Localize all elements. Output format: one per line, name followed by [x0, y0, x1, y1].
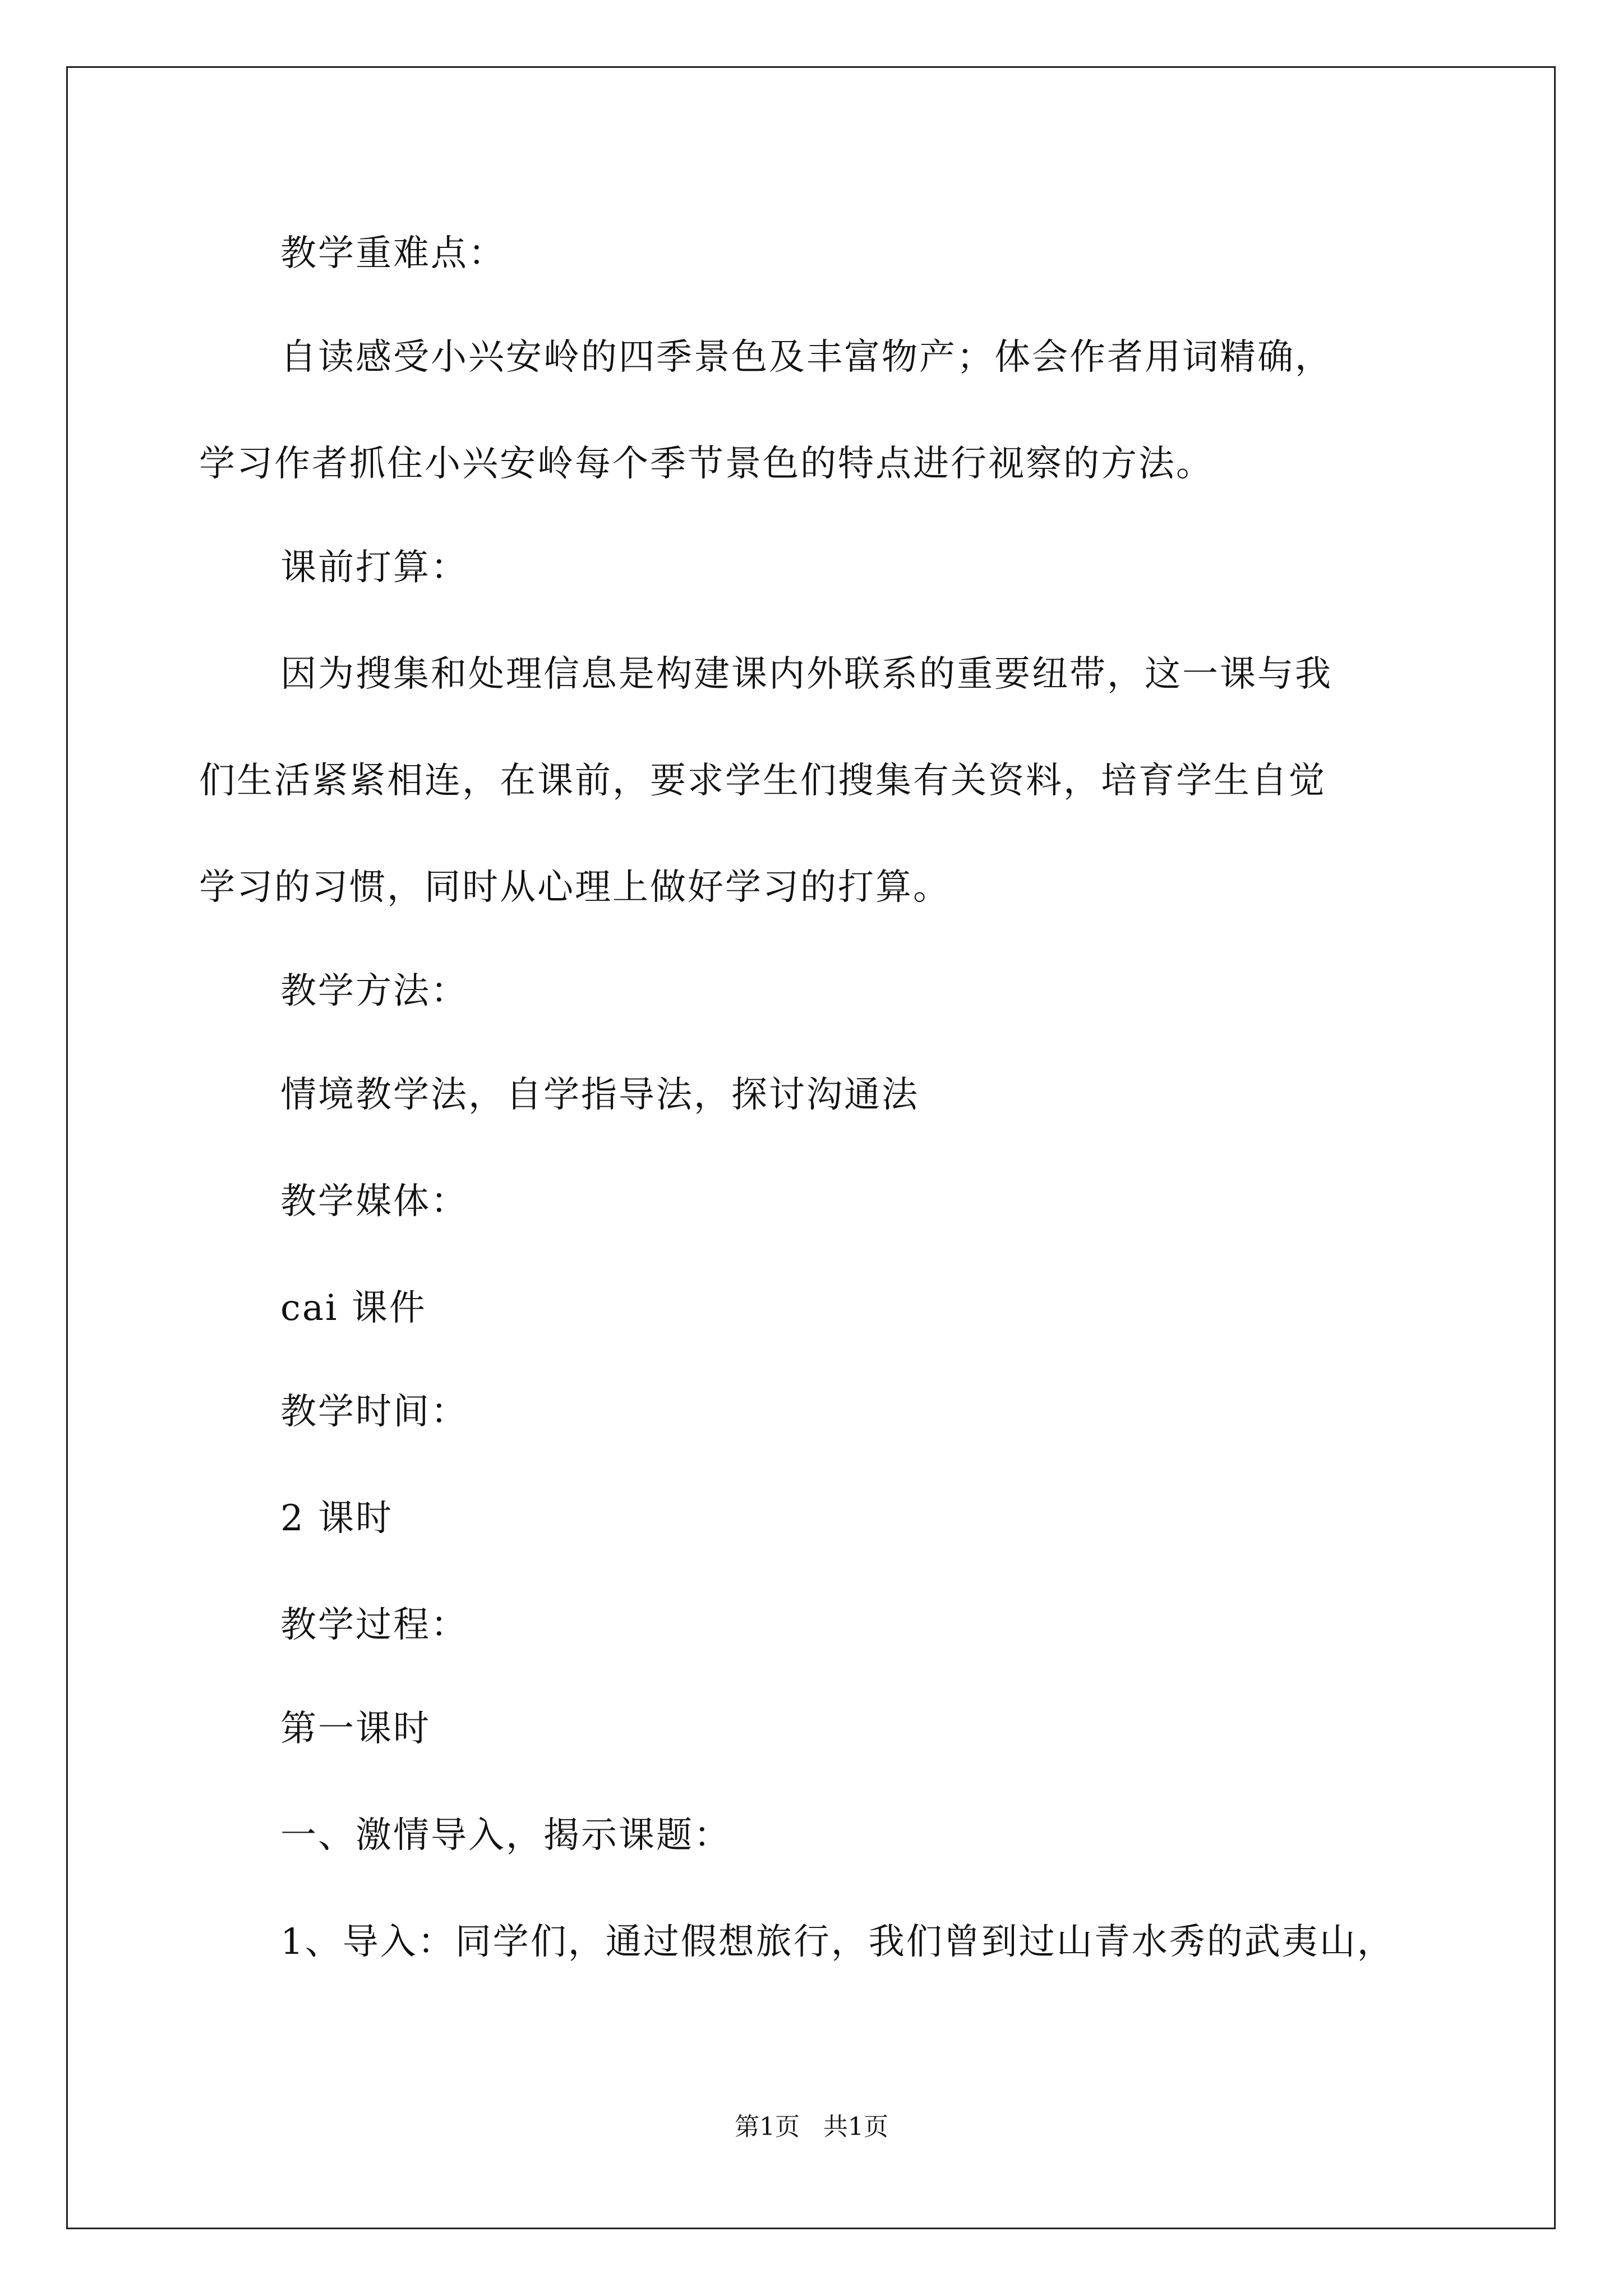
- paragraph-line: 学习的习惯，同时从心理上做好学习的打算。: [199, 867, 951, 908]
- heading-teaching-process: 教学过程：: [280, 1604, 468, 1646]
- paragraph-line: 们生活紧紧相连，在课前，要求学生们搜集有关资料，培育学生自觉: [199, 760, 1326, 802]
- paragraph-line: 1、导入：同学们，通过假想旅行，我们曾到过山青水秀的武夷山，: [280, 1921, 1395, 1963]
- heading-teaching-time: 教学时间：: [280, 1391, 468, 1433]
- paragraph-line: cai 课件: [280, 1287, 427, 1329]
- heading-preparation: 课前打算：: [280, 547, 468, 588]
- paragraph-line: 自读感受小兴安岭的四季景色及丰富物产；体会作者用词精确，: [280, 337, 1332, 378]
- heading-teaching-method: 教学方法：: [280, 970, 468, 1012]
- heading-teaching-difficulties: 教学重难点：: [280, 233, 506, 274]
- paragraph-line: 因为搜集和处理信息是构建课内外联系的重要纽带，这一课与我: [280, 654, 1332, 695]
- heading-first-lesson: 第一课时: [280, 1708, 431, 1750]
- paragraph-line: 2 课时: [280, 1498, 394, 1539]
- paragraph-line: 学习作者抓住小兴安岭每个季节景色的特点进行视察的方法。: [199, 443, 1214, 485]
- paragraph-line: 情境教学法，自学指导法，探讨沟通法: [280, 1074, 919, 1116]
- heading-section-one: 一、激情导入，揭示课题：: [280, 1815, 731, 1856]
- page-border: [66, 66, 1556, 2229]
- page-number-footer: 第1页 共1页: [735, 2113, 888, 2141]
- heading-teaching-media: 教学媒体：: [280, 1181, 468, 1222]
